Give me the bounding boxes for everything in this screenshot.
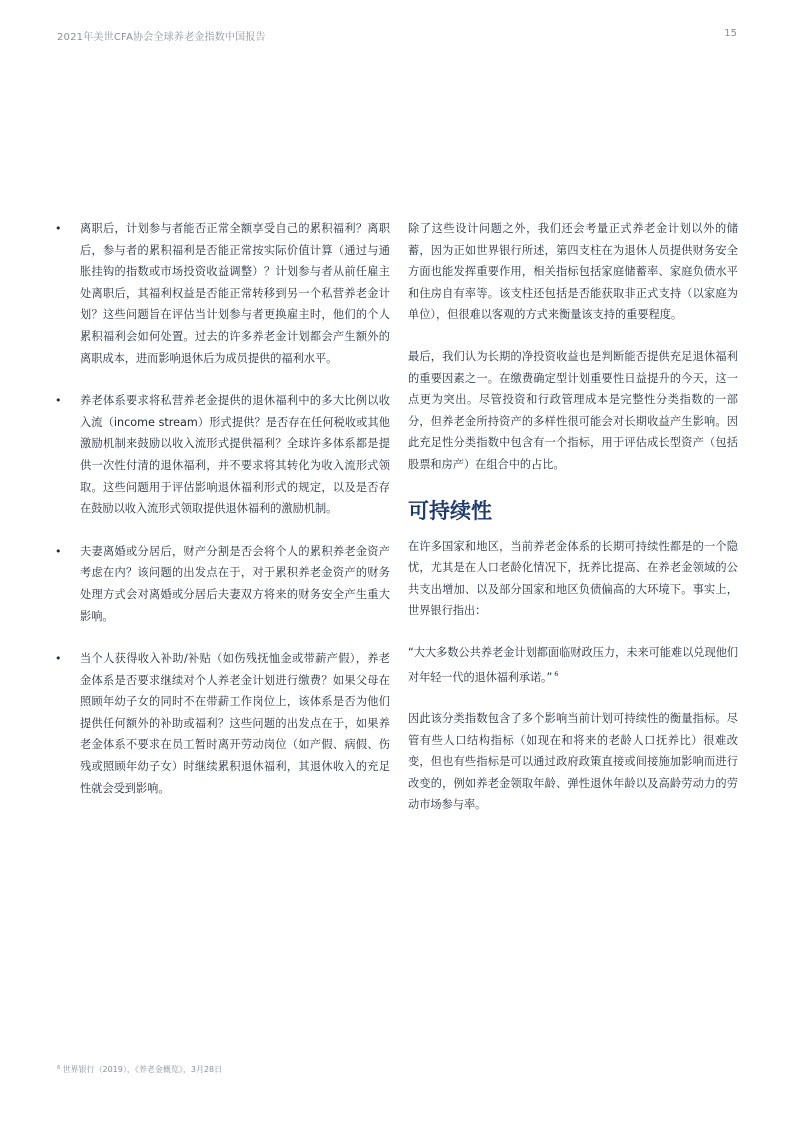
section-heading-sustainability: 可持续性 [408, 498, 492, 523]
left-column [55, 218, 390, 820]
bullet-text: 当个人获得收入补助/补贴（如伤残抚恤金或带薪产假），养老金体系是否要求继续对个人养老金计划进行缴费？如果父母在照顾年幼子女的同时不在带薪工作岗位上，该体系是否为他们提供任何额外的补助或福利？这些问题的出发点在于，如果养老金体系不要求在员工暂时离开劳动岗位（如产假、病假、伤残或照顾年幼子女）时继续累积退休福利，其退休收入的充足性就会受到影响。 [80, 652, 390, 795]
bullet-text: 离职后，计划参与者能否正常全额享受自己的累积福利？离职后，参与者的累积福利是否能正常按实际价值计算（通过与通胀挂钩的指数或市场投资收益调整）？计划参与者从前任雇主处离职后，其福利权益是否能正常转移到另一个私营养老金计划？这些问题旨在评估当计划参与者更换雇主时，他们的个人累积福利会如何处置。过去的许多养老金计划都会产生额外的离职成本，进而影响退休后为成员提供的福利水平。 [80, 222, 390, 365]
bullet-item [55, 648, 390, 799]
bullet-text: 养老体系要求将私营养老金提供的退休福利中的多大比例以收入流（income stream）形式提供？是否存在任何税收或其他激励机制来鼓励以收入流形式提供福利？全球许多体系都是提供一次性付清的退休福利，并不要求将其转化为收入流形式领取。这些问题用于评估影响退休福利形式的规定，以及是否存在鼓励以收入流形式领取提供退休福利的激励机制。 [80, 394, 390, 516]
quote-paragraph [408, 642, 738, 688]
bullet-dot-icon: • [55, 394, 62, 408]
body-paragraph: 因此该分类指数包含了多个影响当前计划可持续性的衡量指标。尽管有些人口结构指标（如现在和将来的老龄人口抚养比）很难改变，但也有些指标是可以通过政府政策直接或间接施加影响而进行改变的，例如养老金领取年龄、弹性退休年龄以及高龄劳动力的劳动市场参与率。 [408, 712, 738, 812]
body-paragraph: 除了这些设计问题之外，我们还会考量正式养老金计划以外的储蓄，因为正如世界银行所述，第四支柱在为退休人员提供财务安全方面也能发挥重要作用，相关指标包括家庭储蓄率、家庭负债水平和住房自有率等。该支柱还包括是否能获取非正式支持（以家庭为单位），但很难以客观的方式来衡量该支持的重要程度。 [408, 222, 738, 322]
body-paragraph: 最后，我们认为长期的净投资收益也是判断能否提供充足退休福利的重要因素之一。在缴费确定型计划重要性日益提升的今天，这一点更为突出。尽管投资和行政管理成本是完整性分类指数的一部分，但养老金所持资产的多样性很可能会对长期收益产生影响。因此充足性分类指数中包含有一个指标，用于评估成长型资产（包括股票和房产）在组合中的占比。 [408, 349, 738, 471]
bullet-item [55, 218, 390, 369]
bullet-item [55, 390, 390, 520]
footnote-text: 世界银行（2019），《养老金概览》，3月28日 [62, 1065, 223, 1074]
right-column [408, 218, 738, 836]
footnote-marker: 6 [57, 1065, 61, 1071]
body-paragraph: 在许多国家和地区，当前养老金体系的长期可持续性都是的一个隐忧，尤其是在人口老龄化情况下，抚养比提高、在养老金领域的公共支出增加、以及部分国家和地区负债偏高的大环境下。事实上，世界银行指出： [408, 539, 738, 618]
document-header-title: 2021年美世CFA协会全球养老金指数中国报告 [57, 32, 266, 43]
bullet-dot-icon: • [55, 222, 62, 235]
bullet-dot-icon: • [55, 652, 62, 666]
bullet-dot-icon: • [55, 544, 62, 558]
quote-text: “大大多数公共养老金计划都面临财政压力，未来可能难以兑现他们对年轻一代的退休福利承诺。” [408, 645, 738, 684]
bullet-text: 夫妻离婚或分居后，财产分割是否会将个人的累积养老金资产考虑在内？该问题的出发点在于，对于累积养老金资产的财务处理方式会对离婚或分居后夫妻双方将来的财务安全产生重大影响。 [80, 544, 390, 623]
footnote [57, 1064, 222, 1075]
bullet-item [55, 541, 390, 627]
page-number: 15 [724, 28, 737, 39]
footnote-reference: 6 [554, 669, 559, 678]
